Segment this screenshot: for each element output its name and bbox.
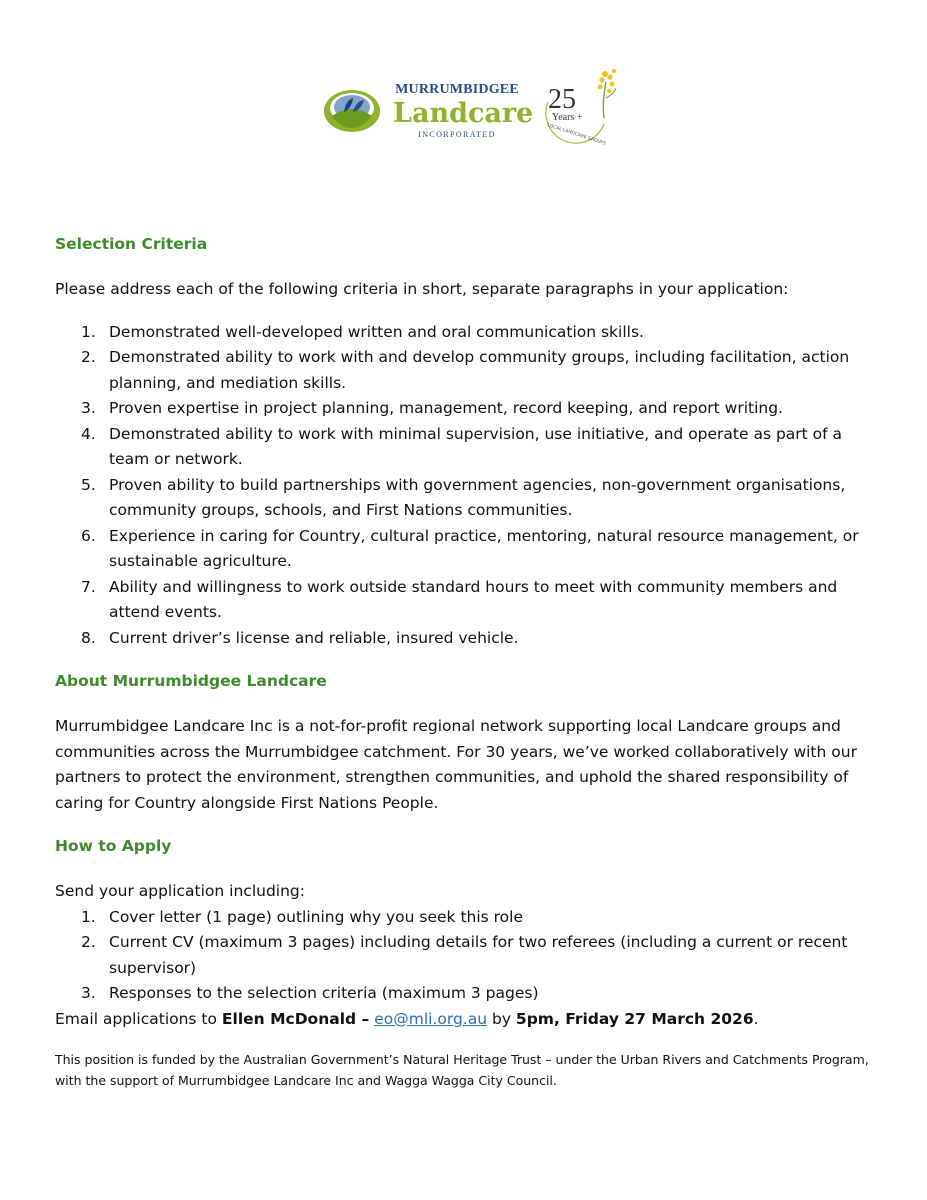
list-item: 5. Proven ability to build partnerships with government agencies, non-government organisations, community groups, schools, and First Nations communities. [81,475,846,519]
selection-criteria-list [55,320,870,652]
funding-note: This position is funded by the Australian Government’s Natural Heritage Trust – under the Urban Rivers and Catchments Program, with the support of Murrumbidgee Landcare Inc and Wagga Wagga City Council. [55,1052,869,1088]
list-item: 8. Current driver’s license and reliable, insured vehicle. [81,628,519,647]
list-item: 2. Current CV (maximum 3 pages) including details for two referees (including a current or recent supervisor) [81,933,848,977]
list-item: 6. Experience in caring for Country, cultural practice, mentoring, natural resource management, or sustainable agriculture. [81,526,859,570]
how-to-apply-list [55,905,870,1007]
logo-line-incorporated: INCORPORATED [418,130,496,139]
logo-line-org: MURRUMBIDGEE [395,82,519,97]
header-logos [322,62,622,148]
list-item: 1. Demonstrated well-developed written and oral communication skills. [81,322,644,341]
list-item: 1. Cover letter (1 page) outlining why you seek this role [81,907,524,926]
selection-criteria-intro: Please address each of the following criteria in short, separate paragraphs in your application: [55,280,789,298]
selection-criteria-heading: Selection Criteria [55,235,208,253]
anniversary-badge [532,62,622,148]
landcare-emblem-icon [322,88,382,134]
list-item: 3. Proven expertise in project planning, management, record keeping, and report writing. [81,399,784,417]
list-item: 2. Demonstrated ability to work with and develop community groups, including facilitation, action planning, and mediation skills. [81,348,850,392]
email-instruction: Email applications to Ellen McDonald – eo@mli.org.au by 5pm, Friday 27 March 2026. [55,1009,759,1028]
anniversary-suffix: Years + [552,112,583,123]
anniversary-number: 25 [548,84,576,115]
about-heading: About Murrumbidgee Landcare [55,672,327,690]
how-to-apply-heading: How to Apply [55,837,172,855]
landcare-wordmark [393,82,534,139]
document-body [55,231,870,1091]
list-item: 4. Demonstrated ability to work with minimal supervision, use initiative, and operate as part of a team or network. [81,424,843,468]
anniversary-arc-text: LOCAL LANDCARE GROUPS [546,123,607,147]
email-link[interactable]: eo@mli.org.au [374,1009,488,1028]
logo-line-landcare: Landcare [393,98,534,129]
about-body: Murrumbidgee Landcare Inc is a not-for-profit regional network supporting local Landcare groups and communities across the Murrumbidgee catchment. For 30 years, we’ve worked collaboratively with our partners to protect the environment, strengthen communities, and uphold the shared responsibility of caring for Country alongside First Nations People. [55,717,857,812]
list-item: 7. Ability and willingness to work outside standard hours to meet with community members and attend events. [81,577,838,621]
contact-name: Ellen McDonald – [221,1009,370,1028]
how-to-apply-intro: Send your application including: [55,882,305,900]
wattle-flower-icon [598,69,616,118]
deadline: 5pm, Friday 27 March 2026 [515,1009,754,1028]
list-item: 3. Responses to the selection criteria (maximum 3 pages) [81,984,539,1002]
